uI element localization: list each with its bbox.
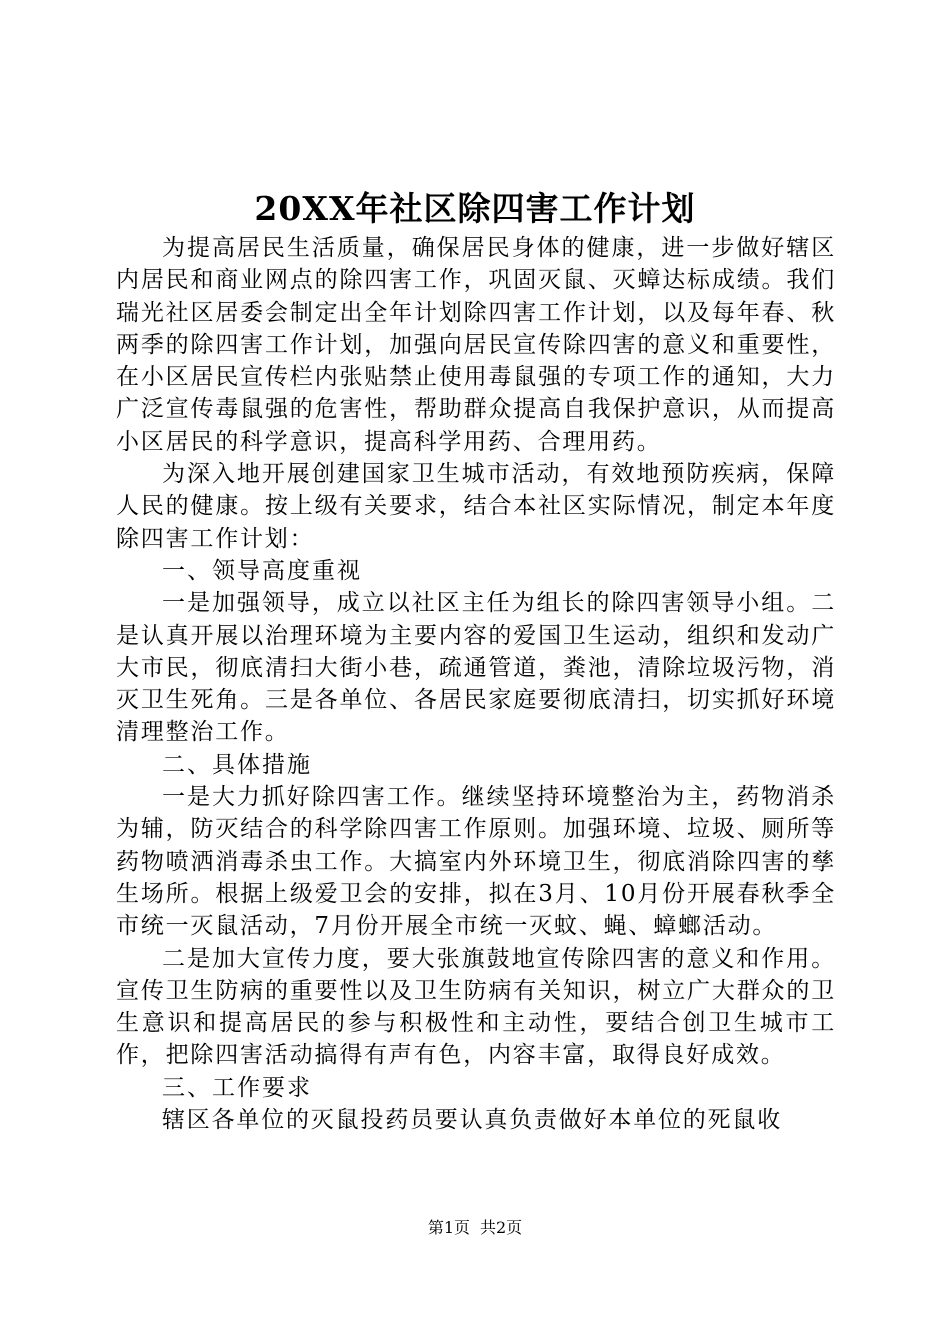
paragraph-measures-two: 二是加大宣传力度，要大张旗鼓地宣传除四害的意义和作用。宣传卫生防病的重要性以及卫生防病有关知识，树立广大群众的卫生意识和提高居民的参与积极性和主动性，要结合创卫生城市工作，把除四害活动搞得有声有色，内容丰富，取得良好成效。 <box>116 945 836 1069</box>
section-heading-leadership: 一、领导高度重视 <box>162 557 362 584</box>
paragraph-purpose: 为深入地开展创建国家卫生城市活动，有效地预防疾病，保障人民的健康。按上级有关要求，结合本社区实际情况，制定本年度除四害工作计划： <box>116 461 836 552</box>
page-footer <box>0 1217 950 1239</box>
page-number-current: 第1页 <box>427 1218 470 1237</box>
document-body <box>116 232 836 1136</box>
paragraph-intro: 为提高居民生活质量，确保居民身体的健康，进一步做好辖区内居民和商业网点的除四害工作，巩固灭鼠、灭蟑达标成绩。我们瑞光社区居委会制定出全年计划除四害工作计划，以及每年春、秋两季的除四害工作计划，加强向居民宣传除四害的意义和重要性，在小区居民宣传栏内张贴禁止使用毒鼠强的专项工作的通知，大力广泛宣传毒鼠强的危害性，帮助群众提高自我保护意识，从而提高小区居民的科学意识，提高科学用药、合理用药。 <box>116 235 836 455</box>
page-number-total: 共2页 <box>480 1218 523 1237</box>
section-heading-requirements: 三、工作要求 <box>162 1074 312 1101</box>
paragraph-measures-one: 一是大力抓好除四害工作。继续坚持环境整治为主，药物消杀为辅，防灭结合的科学除四害工作原则。加强环境、垃圾、厕所等药物喷洒消毒杀虫工作。大搞室内外环境卫生，彻底消除四害的孳生场所。根据上级爱卫会的安排，拟在3月、10月份开展春秋季全市统一灭鼠活动，7月份开展全市统一灭蚊、蝇、蟑螂活动。 <box>116 784 836 940</box>
paragraph-leadership: 一是加强领导，成立以社区主任为组长的除四害领导小组。二是认真开展以治理环境为主要内容的爱国卫生运动，组织和发动广大市民，彻底清扫大街小巷，疏通管道，粪池，清除垃圾污物，消灭卫生死角。三是各单位、各居民家庭要彻底清扫，切实抓好环境清理整治工作。 <box>116 590 836 746</box>
section-heading-measures: 二、具体措施 <box>162 751 312 778</box>
paragraph-requirements: 辖区各单位的灭鼠投药员要认真负责做好本单位的死鼠收 <box>162 1107 782 1134</box>
document-title: 20XX年社区除四害工作计划 <box>254 189 696 228</box>
